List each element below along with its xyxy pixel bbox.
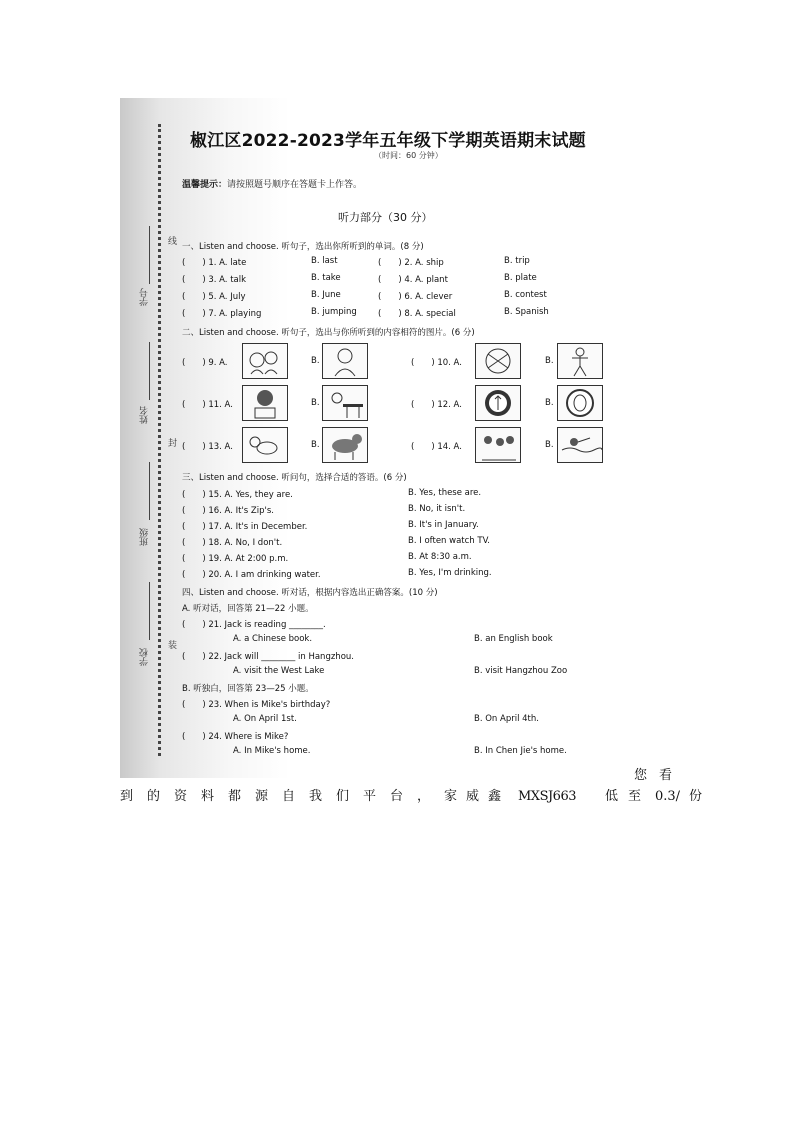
- footer-char: 自: [282, 789, 296, 804]
- picture-12a-sign: [475, 385, 521, 421]
- margin-label-class: 班级: [140, 528, 150, 546]
- question-24-option-a: A. In Mike's home.: [233, 746, 311, 756]
- question-20-option-b: B. Yes, I'm drinking.: [408, 568, 492, 578]
- picture-10a-scene: [475, 343, 521, 379]
- question-22-option-b: B. visit Hangzhou Zoo: [474, 666, 568, 676]
- question-7: ( ) 7. A. playing: [182, 309, 262, 319]
- question-2: ( ) 2. A. ship: [378, 258, 444, 268]
- footer-char: 源: [255, 789, 269, 804]
- question-20: ( ) 20. A. I am drinking water.: [182, 570, 321, 580]
- question-3-option-b: B. take: [311, 273, 341, 283]
- footer-line-2: [120, 785, 702, 804]
- question-14-option-b: B.: [545, 440, 554, 450]
- margin-mark-line: 线: [166, 236, 176, 245]
- picture-14a-people: [475, 427, 521, 463]
- question-13-option-b: B.: [311, 440, 320, 450]
- footer-char: 至: [628, 789, 642, 804]
- binding-dotted-line: [158, 124, 164, 756]
- question-12: ( ) 12. A.: [411, 400, 462, 410]
- question-9-option-b: B.: [311, 356, 320, 366]
- margin-label-student-number: 学号: [140, 288, 150, 306]
- margin-mark-bind: 装: [166, 640, 176, 649]
- footer-char: 料: [201, 789, 215, 804]
- footer-char: 份: [689, 789, 703, 804]
- question-13: ( ) 13. A.: [182, 442, 233, 452]
- part4-sub-b: B. 听独白，回答第 23—25 小题。: [182, 684, 314, 694]
- question-18-option-b: B. I often watch TV.: [408, 536, 491, 546]
- question-21: ( ) 21. Jack is reading ________.: [182, 620, 326, 630]
- question-2-option-b: B. trip: [504, 256, 530, 266]
- margin-blank-line: [149, 342, 150, 400]
- question-19: ( ) 19. A. At 2:00 p.m.: [182, 554, 289, 564]
- footer-char: 鑫: [488, 789, 502, 804]
- question-15-option-b: B. Yes, these are.: [408, 488, 482, 498]
- exam-duration: （时间：60 分钟）: [374, 151, 443, 160]
- question-23: ( ) 23. When is Mike's birthday?: [182, 700, 331, 710]
- question-9: ( ) 9. A.: [182, 358, 228, 368]
- question-15: ( ) 15. A. Yes, they are.: [182, 490, 293, 500]
- question-23-option-a: A. On April 1st.: [233, 714, 297, 724]
- section-title-listening: 听力部分（30 分）: [338, 211, 433, 224]
- footer-char: 低: [605, 789, 619, 804]
- picture-14b-swimmer: [557, 427, 603, 463]
- question-14: ( ) 14. A.: [411, 442, 462, 452]
- part1-heading: 一、Listen and choose. 听句子，选出你所听到的单词。(8 分): [182, 242, 424, 252]
- footer-line-1: 您看: [634, 768, 685, 783]
- margin-blank-line: [149, 582, 150, 640]
- question-10: ( ) 10. A.: [411, 358, 462, 368]
- question-4-option-b: B. plate: [504, 273, 537, 283]
- question-21-option-b: B. an English book: [474, 634, 553, 644]
- question-3: ( ) 3. A. talk: [182, 275, 247, 285]
- margin-label-school: 学校: [140, 648, 150, 666]
- margin-label-name: 姓名: [140, 406, 150, 424]
- footer-price: 0.3/: [655, 789, 681, 804]
- footer-char: 我: [309, 789, 323, 804]
- question-7-option-b: B. jumping: [311, 307, 357, 317]
- question-24-option-b: B. In Chen Jie's home.: [474, 746, 567, 756]
- question-17: ( ) 17. A. It's in December.: [182, 522, 308, 532]
- footer-char: 威: [466, 789, 480, 804]
- margin-blank-line: [149, 462, 150, 520]
- question-8: ( ) 8. A. special: [378, 309, 456, 319]
- picture-9a-dogs: [242, 343, 288, 379]
- question-22-option-a: A. visit the West Lake: [233, 666, 325, 676]
- margin-blank-line: [149, 226, 150, 284]
- question-22: ( ) 22. Jack will ________ in Hangzhou.: [182, 652, 354, 662]
- question-16-option-b: B. No, it isn't.: [408, 504, 466, 514]
- part3-heading: 三、Listen and choose. 听问句，选择合适的答语。(6 分): [182, 473, 407, 483]
- footer-code: MXSJ663: [518, 789, 576, 804]
- question-11: ( ) 11. A.: [182, 400, 233, 410]
- question-24: ( ) 24. Where is Mike?: [182, 732, 289, 742]
- footer-char: 台: [390, 789, 404, 804]
- page-title: 椒江区2022-2023学年五年级下学期英语期末试题: [190, 131, 586, 151]
- question-6-option-b: B. contest: [504, 290, 547, 300]
- footer-char: 的: [147, 789, 161, 804]
- question-5: ( ) 5. A. July: [182, 292, 246, 302]
- picture-9b-person: [322, 343, 368, 379]
- question-21-option-a: A. a Chinese book.: [233, 634, 313, 644]
- picture-10b-dancer: [557, 343, 603, 379]
- footer-char: 资: [174, 789, 188, 804]
- footer-char: 都: [228, 789, 242, 804]
- question-8-option-b: B. Spanish: [504, 307, 549, 317]
- hint-text: 请按照题号顺序在答题卡上作答。: [227, 180, 363, 190]
- margin-mark-seal: 封: [166, 438, 176, 447]
- footer-char: 们: [336, 789, 350, 804]
- question-19-option-b: B. At 8:30 a.m.: [408, 552, 472, 562]
- exam-hint: [182, 177, 362, 190]
- part4-sub-a: A. 听对话，回答第 21—22 小题。: [182, 604, 314, 614]
- hint-label: 温馨提示：: [182, 180, 228, 190]
- part2-heading: 二、Listen and choose. 听句子，选出与你所听到的内容相符的图片。(6 分): [182, 328, 475, 338]
- question-16: ( ) 16. A. It's Zip's.: [182, 506, 274, 516]
- question-6: ( ) 6. A. clever: [378, 292, 453, 302]
- question-23-option-b: B. On April 4th.: [474, 714, 539, 724]
- footer-char: 平: [363, 789, 377, 804]
- footer-char: 家: [444, 789, 458, 804]
- footer-char: ，: [417, 789, 431, 804]
- question-11-option-b: B.: [311, 398, 320, 408]
- question-4: ( ) 4. A. plant: [378, 275, 448, 285]
- question-17-option-b: B. It's in January.: [408, 520, 479, 530]
- footer-char: 到: [120, 789, 134, 804]
- question-5-option-b: B. June: [311, 290, 341, 300]
- question-1-option-b: B. last: [311, 256, 338, 266]
- picture-13a-dog: [242, 427, 288, 463]
- question-10-option-b: B.: [545, 356, 554, 366]
- question-18: ( ) 18. A. No, I don't.: [182, 538, 283, 548]
- part4-heading: 四、Listen and choose. 听对话，根据内容选出正确答案。(10 分): [182, 588, 438, 598]
- picture-13b-dog: [322, 427, 368, 463]
- picture-12b-sign: [557, 385, 603, 421]
- picture-11a-boy: [242, 385, 288, 421]
- question-1: ( ) 1. A. late: [182, 258, 247, 268]
- question-12-option-b: B.: [545, 398, 554, 408]
- picture-11b-desk: [322, 385, 368, 421]
